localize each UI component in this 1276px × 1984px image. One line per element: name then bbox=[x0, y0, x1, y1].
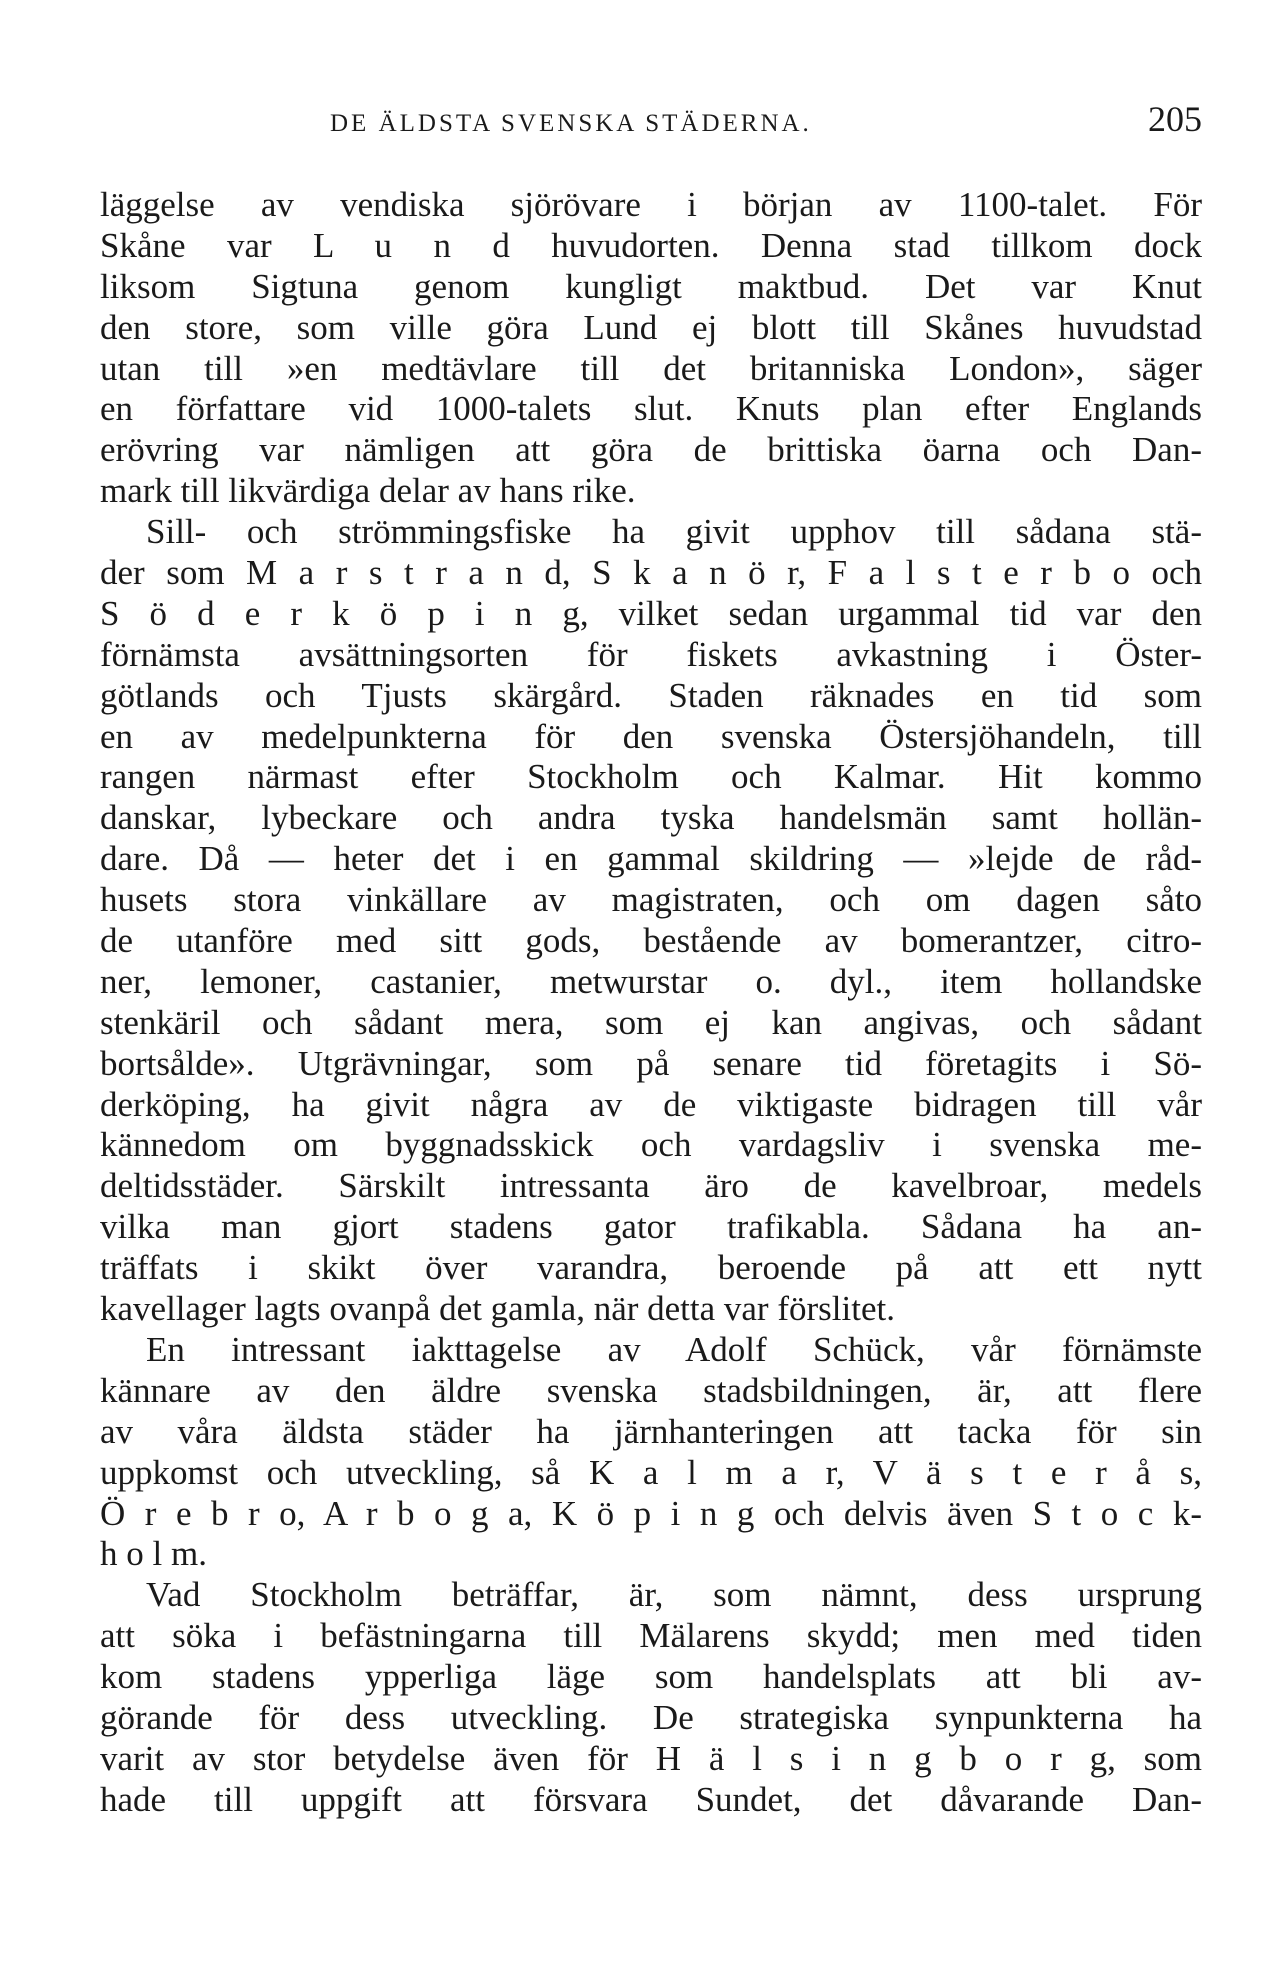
text-line: derköping, ha givit några av de viktigaste bidragen till vår bbox=[100, 1084, 1202, 1124]
text-line: hade till uppgift att försvara Sundet, det dåvarande Dan- bbox=[100, 1779, 1202, 1819]
text-line: kavellager lagts ovanpå det gamla, när detta var förslitet. bbox=[100, 1289, 895, 1329]
text-line: rangen närmast efter Stockholm och Kalmar. Hit kommo bbox=[100, 757, 1202, 797]
text-line: Vad Stockholm beträffar, är, som nämnt, dess ursprung bbox=[146, 1575, 1202, 1615]
text-line: danskar, lybeckare och andra tyska handelsmän samt hollän- bbox=[100, 798, 1202, 838]
text-line: kännare av den äldre svenska stadsbildningen, är, att flere bbox=[100, 1370, 1202, 1410]
text-line: ner, lemoner, castanier, metwurstar o. dyl., item hollandske bbox=[100, 961, 1202, 1001]
running-title: DE ÄLDSTA SVENSKA STÄDERNA. bbox=[330, 110, 812, 137]
text-line: uppkomst och utveckling, så K a l m a r, V ä s t e r å s, bbox=[100, 1452, 1202, 1492]
text-line: der som M a r s t r a n d, S k a n ö r, F a l s t e r b o och bbox=[100, 553, 1202, 593]
text-line: Skåne var L u n d huvudorten. Denna stad tillkom dock bbox=[100, 225, 1202, 265]
text-line: deltidsstäder. Särskilt intressanta äro de kavelbroar, medels bbox=[100, 1166, 1202, 1206]
text-line: Ö r e b r o, A r b o g a, K ö p i n g och delvis även S t o c k- bbox=[100, 1493, 1202, 1533]
text-line: träffats i skikt över varandra, beroende på att ett nytt bbox=[100, 1248, 1202, 1288]
text-line: förnämsta avsättningsorten för fiskets avkastning i Öster- bbox=[100, 634, 1202, 674]
text-line: kännedom om byggnadsskick och vardagsliv i svenska me- bbox=[100, 1125, 1202, 1165]
text-line: h o l m. bbox=[100, 1534, 207, 1574]
body-text bbox=[100, 185, 1202, 1821]
text-line: vilka man gjort stadens gator trafikabla. Sådana ha an- bbox=[100, 1207, 1202, 1247]
text-line: en författare vid 1000-talets slut. Knuts plan efter Englands bbox=[100, 389, 1202, 429]
text-line: kom stadens ypperliga läge som handelsplats att bli av- bbox=[100, 1657, 1202, 1697]
text-line: mark till likvärdiga delar av hans rike. bbox=[100, 471, 636, 511]
text-line: de utanföre med sitt gods, bestående av bomerantzer, citro- bbox=[100, 921, 1202, 961]
text-line: götlands och Tjusts skärgård. Staden räknades en tid som bbox=[100, 675, 1202, 715]
text-line: varit av stor betydelse även för H ä l s i n g b o r g, som bbox=[100, 1738, 1202, 1778]
running-head bbox=[98, 98, 1210, 158]
text-line: dare. Då — heter det i en gammal skildring — »lejde de råd- bbox=[100, 839, 1202, 879]
text-line: görande för dess utveckling. De strategiska synpunkterna ha bbox=[100, 1697, 1202, 1737]
text-line: bortsålde». Utgrävningar, som på senare tid företagits i Sö- bbox=[100, 1043, 1202, 1083]
text-line: erövring var nämligen att göra de brittiska öarna och Dan- bbox=[100, 430, 1202, 470]
text-line: Sill- och strömmingsfiske ha givit upphov till sådana stä- bbox=[146, 512, 1202, 552]
text-line: en av medelpunkterna för den svenska Östersjöhandeln, till bbox=[100, 716, 1202, 756]
text-line: av våra äldsta städer ha järnhanteringen att tacka för sin bbox=[100, 1411, 1202, 1451]
text-line: den store, som ville göra Lund ej blott till Skånes huvudstad bbox=[100, 307, 1202, 347]
text-line: läggelse av vendiska sjörövare i början av 1100-talet. För bbox=[100, 185, 1202, 224]
text-line: stenkäril och sådant mera, som ej kan angivas, och sådant bbox=[100, 1002, 1202, 1042]
text-line: En intressant iakttagelse av Adolf Schück, vår förnämste bbox=[146, 1329, 1202, 1369]
text-line: utan till »en medtävlare till det britanniska London», säger bbox=[100, 348, 1202, 388]
page-number: 205 bbox=[1148, 99, 1202, 139]
text-line: husets stora vinkällare av magistraten, och om dagen såto bbox=[100, 880, 1202, 920]
text-line: liksom Sigtuna genom kungligt maktbud. Det var Knut bbox=[100, 266, 1202, 306]
text-line: att söka i befästningarna till Mälarens skydd; men med tiden bbox=[100, 1616, 1202, 1656]
text-line: S ö d e r k ö p i n g, vilket sedan urgammal tid var den bbox=[100, 593, 1202, 633]
